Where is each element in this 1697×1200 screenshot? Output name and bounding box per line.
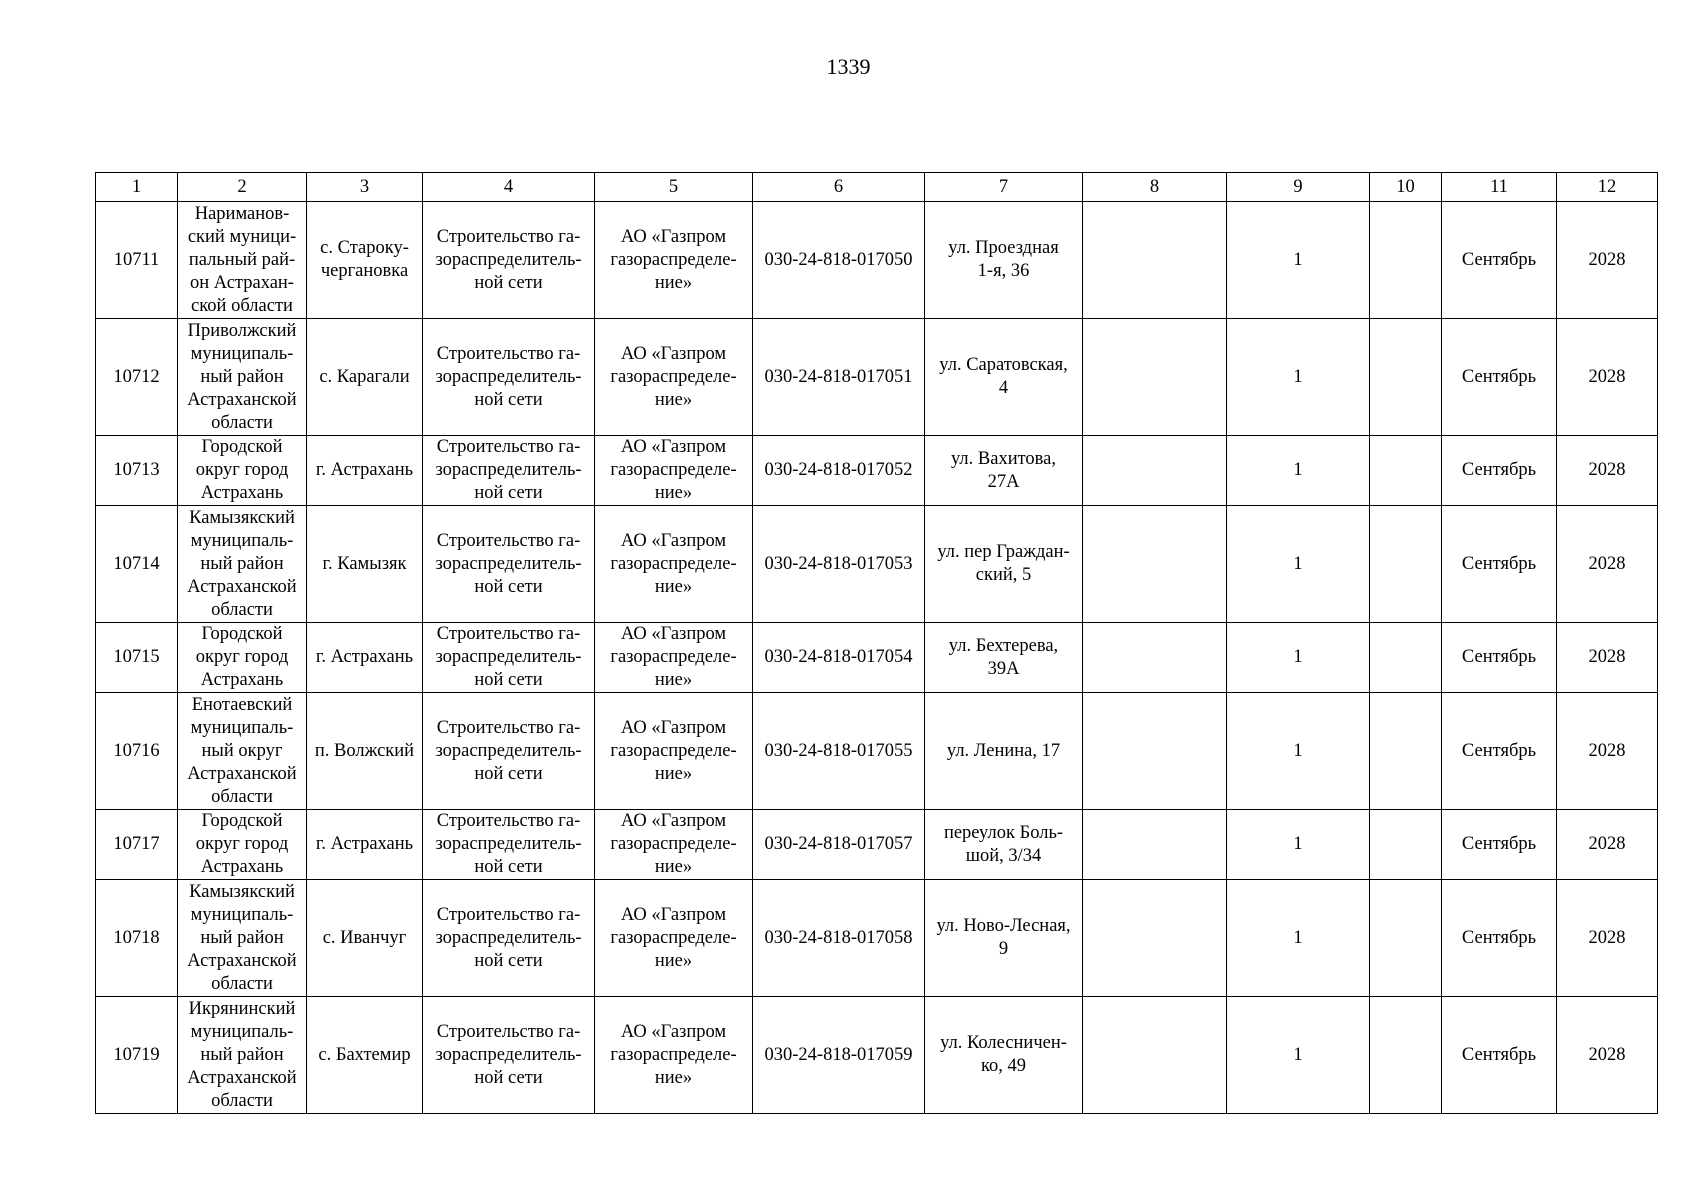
column-8-cell (1083, 880, 1227, 997)
month-cell: Сентябрь (1442, 506, 1557, 623)
work-type-cell: Строительство га- зораспределитель- ной сети (423, 693, 595, 810)
column-8-cell (1083, 810, 1227, 880)
year-cell: 2028 (1557, 623, 1658, 693)
quantity-cell: 1 (1227, 693, 1370, 810)
table-row (96, 693, 1658, 810)
column-10-cell (1370, 506, 1442, 623)
quantity-cell: 1 (1227, 436, 1370, 506)
table-row (96, 319, 1658, 436)
district-cell: Городской округ город Астрахань (178, 436, 307, 506)
column-8-cell (1083, 436, 1227, 506)
organization-cell: АО «Газпром газораспределе- ние» (595, 880, 753, 997)
column-header: 4 (423, 173, 595, 202)
month-cell: Сентябрь (1442, 997, 1557, 1114)
column-10-cell (1370, 202, 1442, 319)
locality-cell: с. Староку- чергановка (307, 202, 423, 319)
object-code-cell: 030-24-818-017059 (753, 997, 925, 1114)
object-code-cell: 030-24-818-017053 (753, 506, 925, 623)
address-cell: ул. Проездная 1-я, 36 (925, 202, 1083, 319)
table-row (96, 997, 1658, 1114)
quantity-cell: 1 (1227, 506, 1370, 623)
column-header: 5 (595, 173, 753, 202)
record-number: 10718 (96, 880, 178, 997)
record-number: 10711 (96, 202, 178, 319)
work-type-cell: Строительство га- зораспределитель- ной сети (423, 623, 595, 693)
work-type-cell: Строительство га- зораспределитель- ной сети (423, 506, 595, 623)
year-cell: 2028 (1557, 810, 1658, 880)
work-type-cell: Строительство га- зораспределитель- ной сети (423, 319, 595, 436)
column-8-cell (1083, 506, 1227, 623)
quantity-cell: 1 (1227, 623, 1370, 693)
column-header: 6 (753, 173, 925, 202)
column-header: 3 (307, 173, 423, 202)
column-8-cell (1083, 693, 1227, 810)
district-cell: Нариманов- ский муници- пальный рай- он Астрахан- ской области (178, 202, 307, 319)
month-cell: Сентябрь (1442, 623, 1557, 693)
district-cell: Икрянинский муниципаль- ный район Астраханской области (178, 997, 307, 1114)
quantity-cell: 1 (1227, 202, 1370, 319)
quantity-cell: 1 (1227, 880, 1370, 997)
district-cell: Камызякский муниципаль- ный район Астраханской области (178, 880, 307, 997)
organization-cell: АО «Газпром газораспределе- ние» (595, 506, 753, 623)
year-cell: 2028 (1557, 506, 1658, 623)
column-header: 8 (1083, 173, 1227, 202)
column-header: 1 (96, 173, 178, 202)
month-cell: Сентябрь (1442, 810, 1557, 880)
address-cell: ул. Бехтерева, 39А (925, 623, 1083, 693)
work-type-cell: Строительство га- зораспределитель- ной сети (423, 810, 595, 880)
column-8-cell (1083, 319, 1227, 436)
record-number: 10714 (96, 506, 178, 623)
object-code-cell: 030-24-818-017055 (753, 693, 925, 810)
column-8-cell (1083, 997, 1227, 1114)
object-code-cell: 030-24-818-017050 (753, 202, 925, 319)
column-10-cell (1370, 810, 1442, 880)
object-code-cell: 030-24-818-017051 (753, 319, 925, 436)
column-header: 12 (1557, 173, 1658, 202)
table-row (96, 810, 1658, 880)
record-number: 10715 (96, 623, 178, 693)
district-cell: Камызякский муниципаль- ный район Астраханской области (178, 506, 307, 623)
object-code-cell: 030-24-818-017057 (753, 810, 925, 880)
year-cell: 2028 (1557, 880, 1658, 997)
locality-cell: п. Волжский (307, 693, 423, 810)
month-cell: Сентябрь (1442, 202, 1557, 319)
address-cell: ул. Ново-Лесная, 9 (925, 880, 1083, 997)
work-type-cell: Строительство га- зораспределитель- ной сети (423, 880, 595, 997)
address-cell: ул. Колесничен- ко, 49 (925, 997, 1083, 1114)
address-cell: переулок Боль- шой, 3/34 (925, 810, 1083, 880)
quantity-cell: 1 (1227, 997, 1370, 1114)
page-number: 1339 (826, 54, 871, 79)
work-type-cell: Строительство га- зораспределитель- ной сети (423, 997, 595, 1114)
column-10-cell (1370, 319, 1442, 436)
district-cell: Городской округ город Астрахань (178, 623, 307, 693)
column-10-cell (1370, 880, 1442, 997)
month-cell: Сентябрь (1442, 436, 1557, 506)
record-number: 10713 (96, 436, 178, 506)
organization-cell: АО «Газпром газораспределе- ние» (595, 693, 753, 810)
column-header: 9 (1227, 173, 1370, 202)
record-number: 10712 (96, 319, 178, 436)
column-header: 11 (1442, 173, 1557, 202)
year-cell: 2028 (1557, 436, 1658, 506)
locality-cell: г. Астрахань (307, 810, 423, 880)
district-cell: Приволжский муниципаль- ный район Астраханской области (178, 319, 307, 436)
record-number: 10717 (96, 810, 178, 880)
month-cell: Сентябрь (1442, 880, 1557, 997)
column-8-cell (1083, 623, 1227, 693)
organization-cell: АО «Газпром газораспределе- ние» (595, 810, 753, 880)
month-cell: Сентябрь (1442, 319, 1557, 436)
table-row (96, 202, 1658, 319)
locality-cell: г. Астрахань (307, 623, 423, 693)
object-code-cell: 030-24-818-017052 (753, 436, 925, 506)
table-row (96, 880, 1658, 997)
quantity-cell: 1 (1227, 319, 1370, 436)
address-cell: ул. Ленина, 17 (925, 693, 1083, 810)
column-10-cell (1370, 693, 1442, 810)
address-cell: ул. Вахитова, 27А (925, 436, 1083, 506)
quantity-cell: 1 (1227, 810, 1370, 880)
month-cell: Сентябрь (1442, 693, 1557, 810)
year-cell: 2028 (1557, 997, 1658, 1114)
organization-cell: АО «Газпром газораспределе- ние» (595, 436, 753, 506)
object-code-cell: 030-24-818-017054 (753, 623, 925, 693)
year-cell: 2028 (1557, 319, 1658, 436)
object-code-cell: 030-24-818-017058 (753, 880, 925, 997)
locality-cell: г. Камызяк (307, 506, 423, 623)
column-header: 10 (1370, 173, 1442, 202)
organization-cell: АО «Газпром газораспределе- ние» (595, 319, 753, 436)
organization-cell: АО «Газпром газораспределе- ние» (595, 623, 753, 693)
table-row (96, 506, 1658, 623)
year-cell: 2028 (1557, 202, 1658, 319)
table-row (96, 436, 1658, 506)
column-header: 2 (178, 173, 307, 202)
column-10-cell (1370, 997, 1442, 1114)
record-number: 10719 (96, 997, 178, 1114)
locality-cell: г. Астрахань (307, 436, 423, 506)
organization-cell: АО «Газпром газораспределе- ние» (595, 202, 753, 319)
column-8-cell (1083, 202, 1227, 319)
address-cell: ул. пер Граждан- ский, 5 (925, 506, 1083, 623)
address-cell: ул. Саратовская, 4 (925, 319, 1083, 436)
district-cell: Городской округ город Астрахань (178, 810, 307, 880)
column-10-cell (1370, 623, 1442, 693)
column-number-row (96, 173, 1658, 202)
work-type-cell: Строительство га- зораспределитель- ной сети (423, 202, 595, 319)
locality-cell: с. Бахтемир (307, 997, 423, 1114)
column-10-cell (1370, 436, 1442, 506)
locality-cell: с. Карагали (307, 319, 423, 436)
organization-cell: АО «Газпром газораспределе- ние» (595, 997, 753, 1114)
table-row (96, 623, 1658, 693)
work-type-cell: Строительство га- зораспределитель- ной сети (423, 436, 595, 506)
year-cell: 2028 (1557, 693, 1658, 810)
district-cell: Енотаевский муниципаль- ный округ Астраханской области (178, 693, 307, 810)
record-number: 10716 (96, 693, 178, 810)
column-header: 7 (925, 173, 1083, 202)
register-table (95, 172, 1658, 1114)
locality-cell: с. Иванчуг (307, 880, 423, 997)
